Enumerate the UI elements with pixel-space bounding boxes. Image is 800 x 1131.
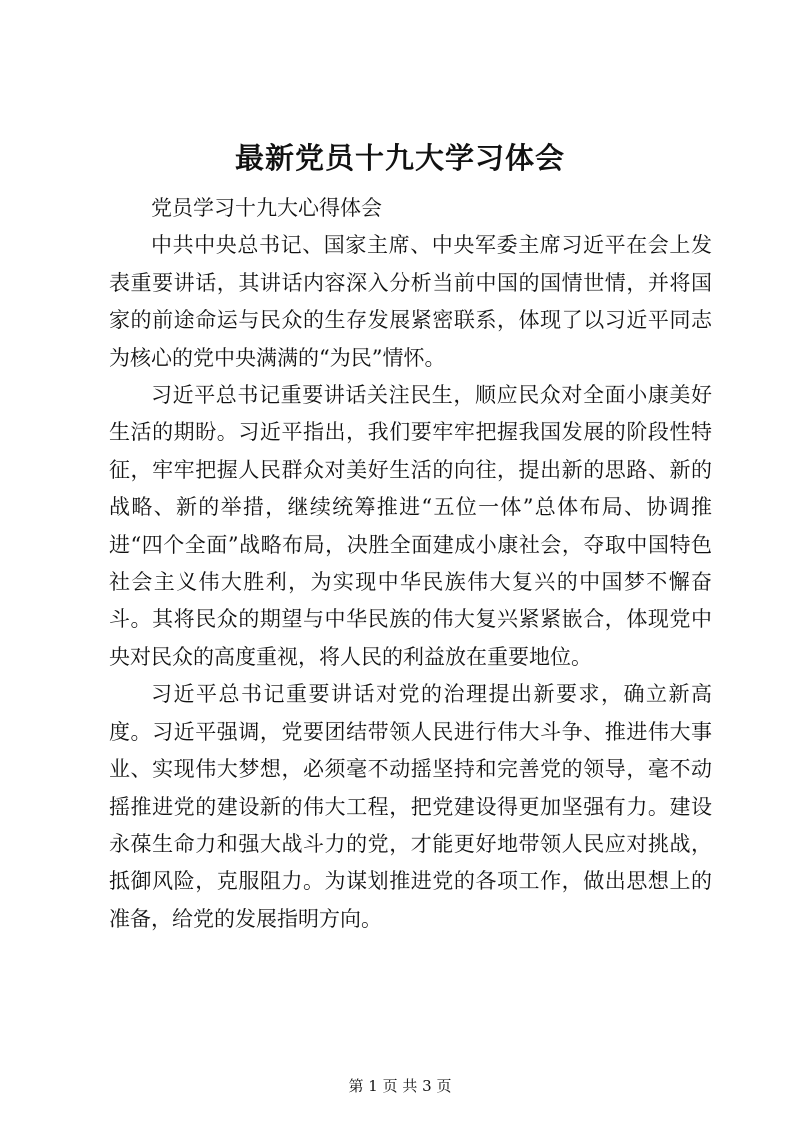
document-body	[109, 190, 712, 938]
paragraph-1: 中共中央总书记、国家主席、中央军委主席习近平在会上发表重要讲话，其讲话内容深入分析当前中国的国情世情，并将国家的前途命运与民众的生存发展紧密联系，体现了以习近平同志为核心的党中央满满的“为民”情怀。	[109, 233, 712, 370]
paragraph-2: 习近平总书记重要讲话关注民生，顺应民众对全面小康美好生活的期盼。习近平指出，我们要牢牢把握我国发展的阶段性特征，牢牢把握人民群众对美好生活的向往，提出新的思路、新的战略、新的举措，继续统筹推进“五位一体”总体布局、协调推进“四个全面”战略布局，决胜全面建成小康社会，夺取中国特色社会主义伟大胜利，为实现中华民族伟大复兴的中国梦不懈奋斗。其将民众的期望与中华民族的伟大复兴紧紧嵌合，体现党中央对民众的高度重视，将人民的利益放在重要地位。	[109, 383, 712, 669]
paragraph-3: 习近平总书记重要讲话对党的治理提出新要求，确立新高度。习近平强调，党要团结带领人民进行伟大斗争、推进伟大事业、实现伟大梦想，必须毫不动摇坚持和完善党的领导，毫不动摇推进党的建设新的伟大工程，把党建设得更加坚强有力。建设永葆生命力和强大战斗力的党，才能更好地带领人民应对挑战，抵御风险，克服阻力。为谋划推进党的各项工作，做出思想上的准备，给党的发展指明方向。	[109, 682, 712, 931]
document-title: 最新党员十九大学习体会	[234, 141, 565, 175]
document-subtitle: 党员学习十九大心得体会	[151, 196, 382, 220]
page-footer: 第 1 页 共 3 页	[348, 1077, 452, 1095]
